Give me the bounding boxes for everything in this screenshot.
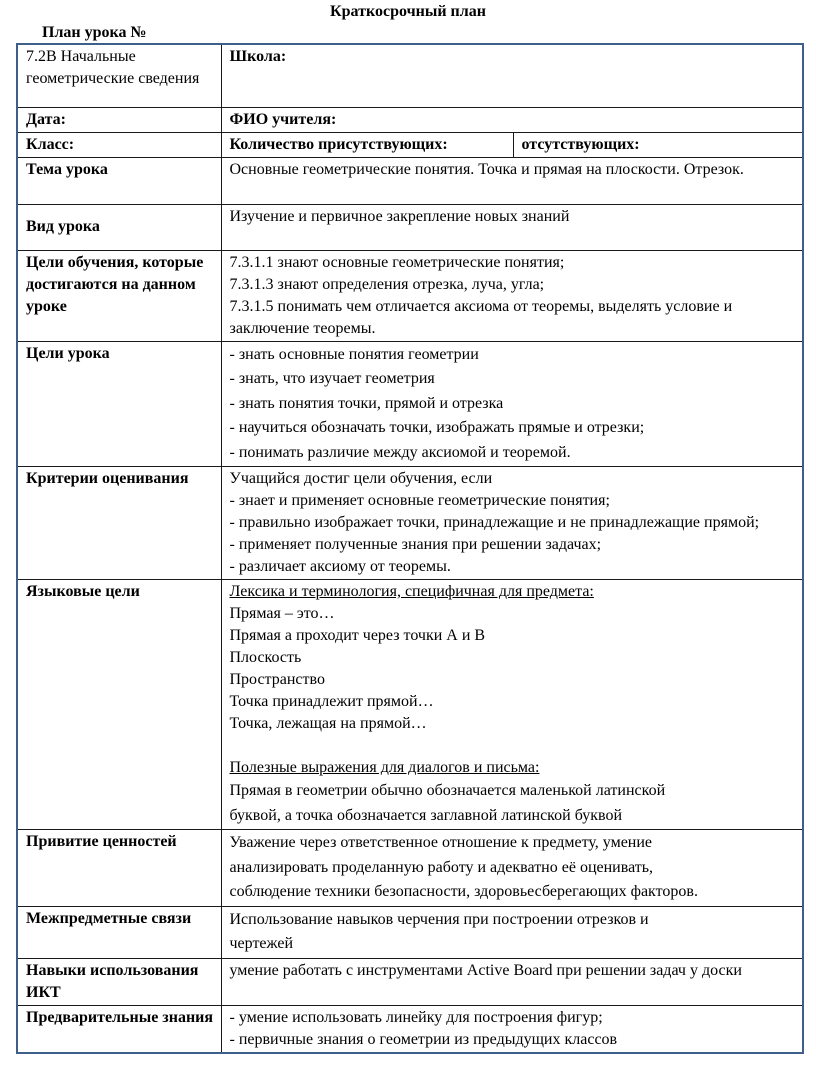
row-cross-subject	[17, 906, 803, 958]
present-count-field: Количество присутствующих:	[221, 132, 513, 157]
criteria-label: Критерии оценивания	[17, 467, 221, 580]
row-unit	[17, 44, 803, 107]
list-item: - знать понятия точки, прямой и отрезка	[229, 394, 504, 412]
date-label: Дата:	[17, 107, 221, 132]
row-topic	[17, 157, 803, 204]
list-item: Учащийся достиг цели обучения, если	[229, 470, 493, 487]
document-title: Краткосрочный план	[330, 3, 486, 20]
lesson-type-label: Вид урока	[17, 204, 221, 250]
list-item: - первичные знания о геометрии из предыдущих классов	[229, 1030, 618, 1048]
list-item: - применяет полученные знания при решении задачах;	[229, 536, 602, 553]
list-item: Пространство	[229, 671, 325, 688]
lesson-goals-label: Цели урока	[17, 341, 221, 467]
list-item: 7.3.1.1 знают основные геометрические понятия;	[229, 253, 565, 271]
cross-subject-content	[221, 906, 803, 958]
prior-knowledge-label: Предварительные знания	[17, 1005, 221, 1053]
absent-count-field: отсутствующих:	[513, 132, 803, 157]
list-item: - научиться обозначать точки, изображать прямые и отрезки;	[229, 419, 645, 436]
row-prior-knowledge	[17, 1005, 803, 1053]
class-label: Класс:	[17, 132, 221, 157]
text-line: соблюдение техники безопасности, здоровьесберегающих факторов.	[229, 883, 698, 900]
school-field: Школа:	[221, 44, 803, 107]
list-item: - знает и применяет основные геометрические понятия;	[229, 492, 610, 509]
values-label: Привитие ценностей	[17, 830, 221, 907]
vocab-heading: Лексика и терминология, специфичная для предмета:	[229, 583, 594, 600]
spacer	[230, 735, 797, 757]
text-line: Использование навыков черчения при построении отрезков и	[229, 910, 649, 928]
row-ict	[17, 958, 803, 1005]
lesson-goals-list	[221, 341, 803, 467]
row-criteria	[17, 467, 803, 580]
lesson-type-value: Изучение и первичное закрепление новых знаний	[221, 204, 803, 250]
text-line: анализировать проделанную работу и адекватно её оценивать,	[229, 858, 654, 876]
criteria-list	[221, 467, 803, 580]
row-lesson-goals	[17, 341, 803, 467]
list-item: Прямая в геометрии обычно обозначается маленькой латинской	[229, 782, 666, 799]
text-line: Уважение через ответственное отношение к предмету, умение	[229, 834, 653, 851]
row-values	[17, 830, 803, 907]
lesson-plan-table	[16, 43, 804, 1054]
row-learning-goals	[17, 250, 803, 341]
prior-knowledge-list	[221, 1005, 803, 1053]
ict-value: умение работать с инструментами Active Board при решении задач у доски	[221, 958, 803, 1005]
lesson-number-label: План урока №	[42, 24, 147, 41]
list-item: Точка, лежащая на прямой…	[229, 715, 427, 732]
list-item: буквой, а точка обозначается заглавной латинской буквой	[229, 806, 623, 824]
list-item: Прямая – это…	[229, 605, 335, 622]
row-language-goals	[17, 580, 803, 830]
list-item: 7.3.1.3 знают определения отрезка, луча, угла;	[229, 275, 545, 293]
list-item: - знать основные понятия геометрии	[229, 345, 479, 363]
list-item: Плоскость	[229, 649, 302, 666]
list-item: - умение использовать линейку для построения фигур;	[229, 1008, 603, 1026]
phrases-heading: Полезные выражения для диалогов и письма:	[229, 759, 540, 776]
list-item: - знать, что изучает геометрия	[229, 370, 435, 387]
list-item: - понимать различие между аксиомой и теоремой.	[229, 443, 571, 461]
row-lesson-type	[17, 204, 803, 250]
text-line: чертежей	[229, 935, 294, 952]
learning-goals-list	[221, 250, 803, 341]
topic-label: Тема урока	[17, 157, 221, 204]
language-goals-label: Языковые цели	[17, 580, 221, 830]
teacher-field: ФИО учителя:	[221, 107, 803, 132]
list-item: Прямая a проходит через точки А и В	[229, 627, 486, 644]
learning-goals-label: Цели обучения, которые достигаются на данном уроке	[17, 250, 221, 341]
list-item: - правильно изображает точки, принадлежащие и не принадлежащие прямой;	[229, 514, 760, 531]
list-item: Точка принадлежит прямой…	[229, 693, 434, 710]
cross-subject-label: Межпредметные связи	[17, 906, 221, 958]
list-item: 7.3.1.5 понимать чем отличается аксиома от теоремы, выделять условие и заключение теоремы.	[229, 297, 733, 337]
language-goals-content	[221, 580, 803, 830]
ict-label: Навыки использования ИКТ	[17, 958, 221, 1005]
list-item: - различает аксиому от теоремы.	[229, 558, 451, 575]
topic-value: Основные геометрические понятия. Точка и прямая на плоскости. Отрезок.	[221, 157, 803, 204]
values-content	[221, 830, 803, 907]
unit-label: 7.2В Начальные геометрические сведения	[17, 44, 221, 107]
row-class	[17, 132, 803, 157]
row-date	[17, 107, 803, 132]
